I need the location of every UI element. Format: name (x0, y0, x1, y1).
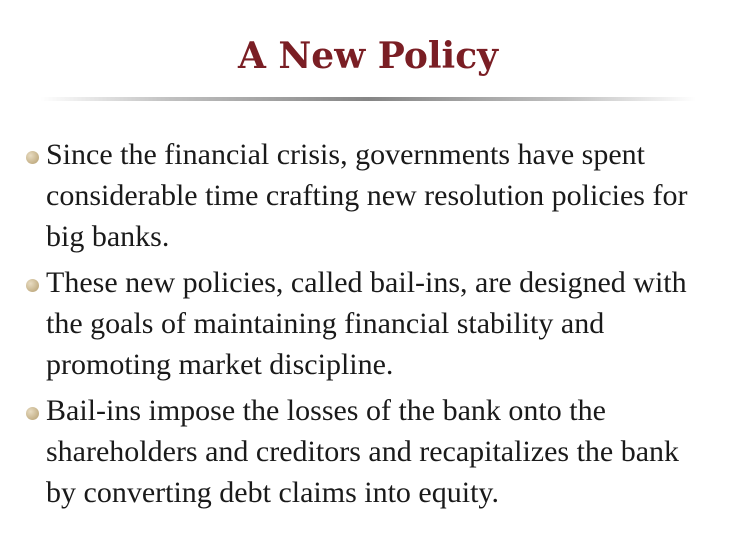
slide-title: A New Policy (237, 35, 499, 77)
bullet-icon (26, 151, 39, 164)
bullet-icon (26, 279, 39, 292)
bullet-icon (26, 407, 39, 420)
bullet-text: These new policies, called bail-ins, are designed with the goals of maintaining financial stability and promoting market discipline. (46, 266, 687, 381)
bullet-text: Bail-ins impose the losses of the bank onto the shareholders and creditors and recapitalizes the bank by converting debt claims into equity. (46, 394, 680, 509)
bullet-item (22, 390, 712, 513)
bullet-text: Since the financial crisis, governments have spent considerable time crafting new resolution policies for big banks. (46, 138, 688, 253)
bullet-list (22, 134, 712, 518)
title-divider (40, 97, 696, 101)
bullet-item (22, 262, 712, 385)
bullet-item (22, 134, 712, 257)
